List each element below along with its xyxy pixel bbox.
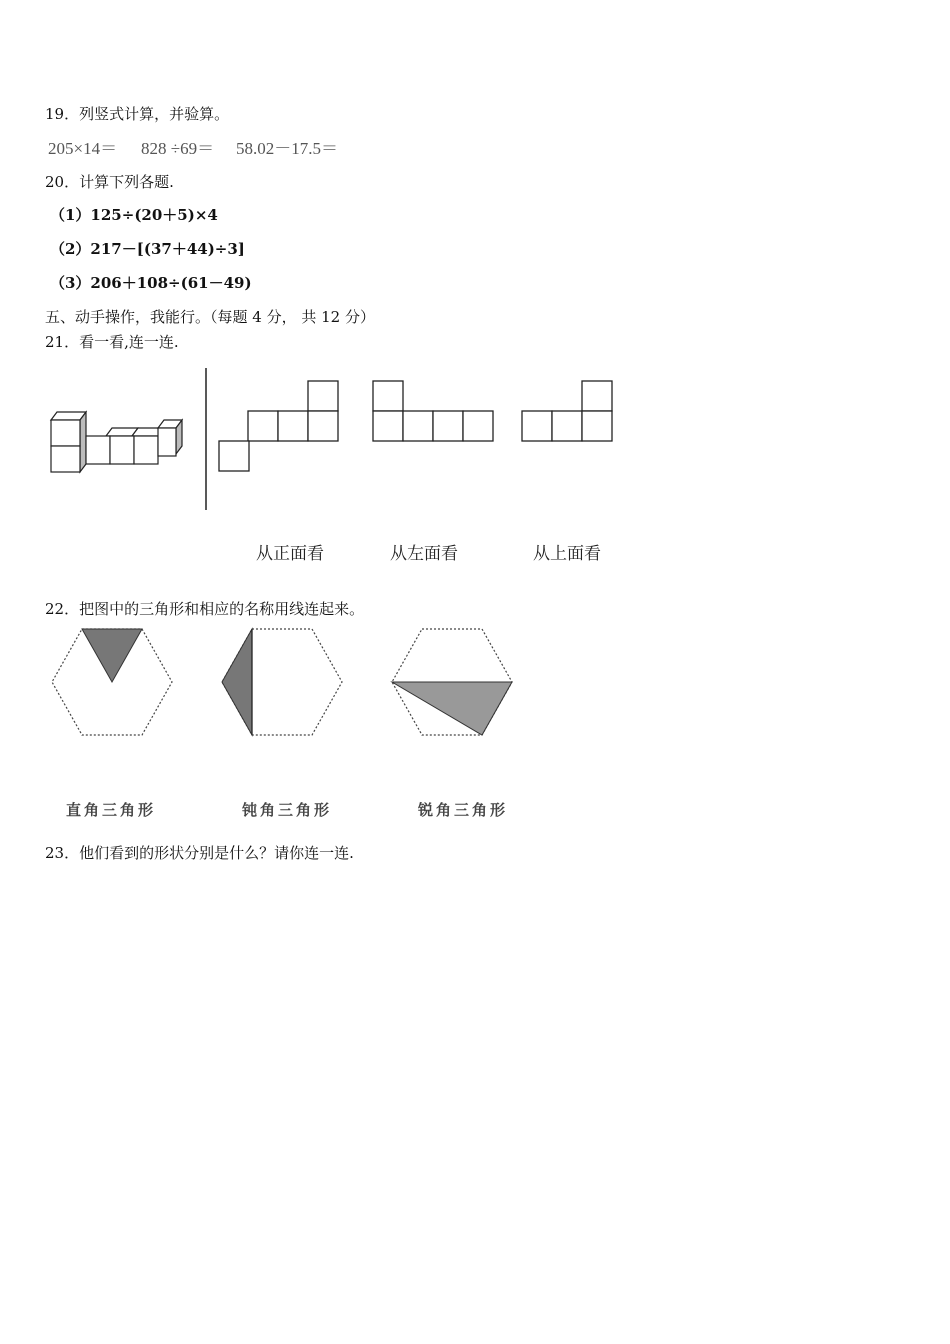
hexagon-figure-2 xyxy=(220,627,344,737)
view-label-left: 从左面看 xyxy=(390,544,458,564)
view-shape-b xyxy=(372,380,496,443)
q19-title: 19．列竖式计算，并验算。 xyxy=(45,105,230,123)
calc-2: 828 ÷69＝ xyxy=(141,139,215,158)
view-label-top: 从上面看 xyxy=(533,544,601,564)
cube-stack-figure xyxy=(45,400,190,480)
triangle-label-obtuse: 钝角三角形 xyxy=(242,801,333,819)
q23-title: 23．他们看到的形状分别是什么？请你连一连. xyxy=(45,844,354,862)
q22-title: 22．把图中的三角形和相应的名称用线连起来。 xyxy=(45,600,365,618)
q20-item-1: （1）125÷(20＋5)×4 xyxy=(50,206,218,224)
q20-title: 20．计算下列各题. xyxy=(45,173,174,191)
view-shape-a xyxy=(218,380,340,473)
q20-item-3: （3）206＋108÷(61－49) xyxy=(50,274,252,292)
q21-title: 21．看一看,连一连. xyxy=(45,333,179,351)
triangle-label-acute: 锐角三角形 xyxy=(418,801,509,819)
view-label-front: 从正面看 xyxy=(256,544,324,564)
hexagon-figure-3 xyxy=(390,627,514,737)
divider-line xyxy=(204,368,208,512)
section-5-title: 五、动手操作，我能行。（每题 4 分， 共 12 分） xyxy=(45,308,375,326)
hexagon-figure-1 xyxy=(50,627,174,737)
view-shape-c xyxy=(521,380,615,443)
triangle-label-right: 直角三角形 xyxy=(66,801,157,819)
calc-1: 205×14＝ xyxy=(48,139,118,158)
calc-3: 58.02－17.5＝ xyxy=(236,139,338,158)
q20-item-2: （2）217－[(37＋44)÷3] xyxy=(50,240,245,258)
